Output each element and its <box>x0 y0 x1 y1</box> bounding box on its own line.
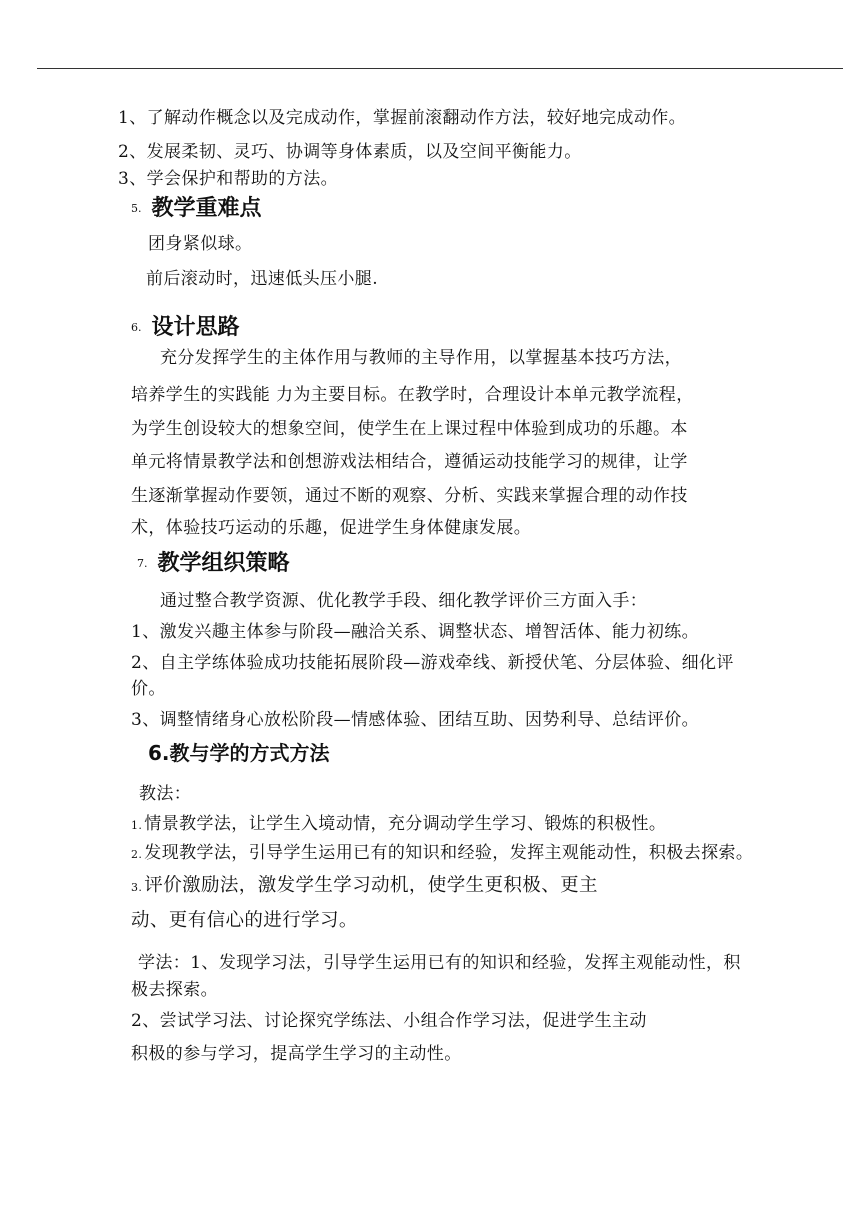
teach-label: 教法： <box>139 784 192 804</box>
section-6-heading <box>131 315 240 341</box>
learn-line: 极去探索。 <box>131 980 218 1000</box>
objective-1: 1、了解动作概念以及完成动作，掌握前滚翻动作方法，较好地完成动作。 <box>118 108 687 128</box>
section-7-line: 价。 <box>131 679 166 699</box>
teach-item-1-number: 1. <box>131 819 143 832</box>
section-7-heading <box>137 551 290 577</box>
section-6-line: 生逐渐掌握动作要领，通过不断的观察、分析、实践来掌握合理的动作技 <box>131 486 688 506</box>
header-rule <box>37 68 843 69</box>
section-6-line: 培养学生的实践能 力为主要目标。在教学时，合理设计本单元教学流程， <box>131 385 694 405</box>
teach-item-1-text: 情景教学法，让学生入境动情，充分调动学生学习、锻炼的积极性。 <box>144 814 667 834</box>
section-6-line: 术，体验技巧运动的乐趣，促进学生身体健康发展。 <box>131 518 532 538</box>
section-5-number: 5. <box>131 202 142 215</box>
section-7-title: 教学组织策略 <box>157 551 290 576</box>
section-5-heading <box>131 196 262 222</box>
teach-item-2-text: 发现教学法，引导学生运用已有的知识和经验，发挥主观能动性，积极去探索。 <box>144 843 754 863</box>
teach-item-3 <box>131 876 598 898</box>
objective-3: 3、学会保护和帮助的方法。 <box>118 169 339 189</box>
objective-2: 2、发展柔韧、灵巧、协调等身体素质，以及空间平衡能力。 <box>118 142 582 162</box>
teach-item-2 <box>131 843 753 865</box>
section-7-line: 1、激发兴趣主体参与阶段—融洽关系、调整状态、增智活体、能力初练。 <box>131 622 700 642</box>
section-7-number: 7. <box>137 557 148 570</box>
section-7-line: 通过整合教学资源、优化教学手段、细化教学评价三方面入手： <box>160 591 648 611</box>
section-7-line: 2、自主学练体验成功技能拓展阶段—游戏牵线、新授伏笔、分层体验、细化评 <box>131 653 734 673</box>
teach-item-2-number: 2. <box>131 848 143 861</box>
learn-line: 2、尝试学习法、讨论探究学练法、小组合作学习法，促进学生主动 <box>131 1011 647 1031</box>
section-7-line: 3、调整情绪身心放松阶段—情感体验、团结互助、因势利导、总结评价。 <box>131 710 700 730</box>
section-6-line: 单元将情景教学法和创想游戏法相结合，遵循运动技能学习的规律，让学 <box>131 452 688 472</box>
methods-heading: 6.教与学的方式方法 <box>148 741 330 765</box>
section-5-line: 团身紧似球。 <box>148 234 253 254</box>
teach-item-3-number: 3. <box>131 881 143 894</box>
section-6-title: 设计思路 <box>151 315 240 340</box>
teach-item-3-text: 评价激励法，激发学生学习动机，使学生更积极、更主 <box>144 875 598 896</box>
section-5-title: 教学重难点 <box>151 196 262 221</box>
teach-item-1 <box>131 814 666 836</box>
teach-item-3-continued: 动、更有信心的进行学习。 <box>131 910 358 931</box>
section-6-line: 充分发挥学生的主体作用与教师的主导作用，以掌握基本技巧方法， <box>160 348 682 368</box>
section-6-number: 6. <box>131 321 142 334</box>
learn-line: 学法：1、发现学习法，引导学生运用已有的知识和经验，发挥主观能动性，积 <box>138 953 741 973</box>
section-6-line: 为学生创设较大的想象空间，使学生在上课过程中体验到成功的乐趣。本 <box>131 419 688 439</box>
learn-line: 积极的参与学习，提高学生学习的主动性。 <box>131 1044 462 1064</box>
section-5-line: 前后滚动时，迅速低头压小腿. <box>146 269 379 289</box>
